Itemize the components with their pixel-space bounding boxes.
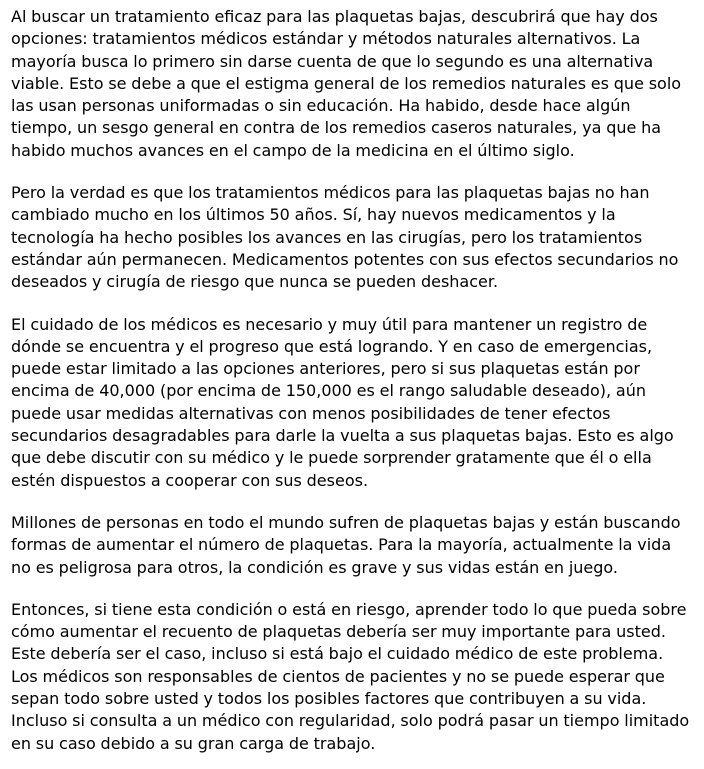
paragraph-4: Millones de personas en todo el mundo sufren de plaquetas bajas y están buscando formas de aumentar el número de plaquetas. Para la mayoría, actualmente la vida no es peligrosa para otros, la condición es grave y sus vidas están en juego.: [11, 512, 681, 577]
paragraph-1: Al buscar un tratamiento eficaz para las plaquetas bajas, descubrirá que hay dos opciones: tratamientos médicos estándar y métodos naturales alternativos. La mayoría busca lo primero sin darse cuenta de que lo segundo es una alternativa viable. Esto se debe a que el estigma general de los remedios naturales es que solo las usan personas uniformadas o sin educación. Ha habido, desde hace algún tiempo, un sesgo general en contra de los remedios caseros naturales, ya que ha habido muchos avances en el campo de la medicina en el último siglo.: [11, 7, 682, 160]
paragraph-5: Entonces, si tiene esta condición o está en riesgo, aprender todo lo que pueda sobre cómo aumentar el recuento de plaquetas debería ser muy importante para usted. Este debería ser el caso, incluso si está bajo el cuidado médico de este problema. Los médicos son responsables de cientos de pacientes y no se puede esperar que sepan todo sobre usted y todos los posibles factores que contribuyen a su vida. Incluso si consulta a un médico con regularidad, solo podrá pasar un tiempo limitado en su caso debido a su gran carga de trabajo.: [11, 599, 690, 753]
paragraph-3: El cuidado de los médicos es necesario y muy útil para mantener un registro de dónde se encuentra y el progreso que está logrando. Y en caso de emergencias, puede estar limitado a las opciones anteriores, pero si sus plaquetas están por encima de 40,000 (por encima de 150,000 es el rango saludable deseado), aún puede usar medidas alternativas con menos posibilidades de tener efectos secundarios desagradables para darle la vuelta a sus plaquetas bajas. Esto es algo que debe discutir con su médico y le puede sorprender gratamente que él o ella estén dispuestos a cooperar con sus deseos.: [11, 314, 674, 490]
paragraph-2: Pero la verdad es que los tratamientos médicos para las plaquetas bajas no han cambiado mucho en los últimos 50 años. Sí, hay nuevos medicamentos y la tecnología ha hecho posibles los avances en las cirugías, pero los tratamientos estándar aún permanecen. Medicamentos potentes con sus efectos secundarios no deseados y cirugía de riesgo que nunca se pueden deshacer.: [11, 183, 679, 292]
